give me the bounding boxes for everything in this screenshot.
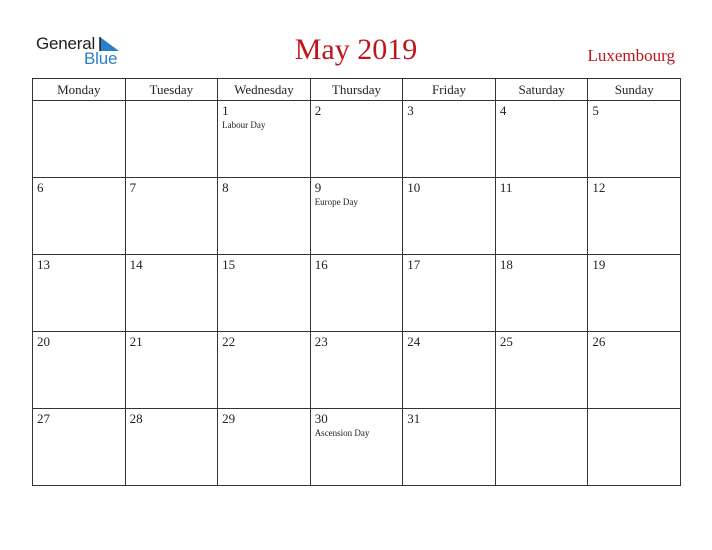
day-cell [403,101,496,178]
day-number: 18 [499,257,513,272]
day-cell [33,255,126,332]
holiday-label: Labour Day [222,120,266,130]
day-cell [588,332,681,409]
day-cell [310,255,403,332]
day-number: 29 [222,411,236,426]
day-number: 25 [499,334,513,349]
weekday-header: Monday [33,79,126,101]
day-cell [218,178,311,255]
day-number: 12 [592,180,606,195]
day-number: 5 [592,103,599,118]
day-number: 24 [407,334,421,349]
holiday-label: Europe Day [314,197,358,207]
country-label: Luxembourg [587,46,675,65]
day-number: 17 [407,257,421,272]
day-cell [33,178,126,255]
day-cell [403,409,496,486]
week-row [33,409,681,486]
logo-text-general: General [36,34,96,53]
logo-text-blue: Blue [84,49,118,68]
weekday-header: Friday [403,79,496,101]
day-number: 3 [407,103,414,118]
day-number: 16 [314,257,328,272]
day-cell [588,409,681,486]
day-cell [495,101,588,178]
day-cell [125,101,218,178]
day-cell [310,332,403,409]
day-number: 28 [129,411,143,426]
day-cell [495,255,588,332]
day-number: 20 [37,334,50,349]
day-cell [125,332,218,409]
day-number: 15 [222,257,236,272]
day-cell [310,101,403,178]
weekday-header-row [33,79,681,101]
day-cell [310,409,403,486]
day-cell [403,178,496,255]
day-cell [403,332,496,409]
weekday-header: Sunday [588,79,681,101]
day-number: 6 [37,180,44,195]
week-row [33,178,681,255]
weekday-header: Wednesday [218,79,311,101]
day-cell [495,178,588,255]
day-number: 7 [129,180,137,195]
day-cell [403,255,496,332]
day-cell [588,101,681,178]
day-cell [588,255,681,332]
day-number: 11 [499,180,513,195]
day-cell [33,332,126,409]
day-cell [218,332,311,409]
day-number: 26 [592,334,606,349]
day-number: 4 [499,103,507,118]
day-number: 27 [37,411,50,426]
week-row [33,332,681,409]
day-number: 9 [314,180,322,195]
day-number: 30 [314,411,328,426]
day-cell [33,409,126,486]
day-cell [310,178,403,255]
day-cell [218,409,311,486]
day-cell [33,101,126,178]
day-cell [495,332,588,409]
day-number: 14 [129,257,143,272]
weekday-header: Saturday [495,79,588,101]
page-title: May 2019 [294,33,418,66]
weekday-header: Thursday [310,79,403,101]
day-number: 31 [407,411,421,426]
day-cell [125,255,218,332]
day-number: 23 [314,334,328,349]
day-cell [125,178,218,255]
day-cell [218,101,311,178]
day-cell [588,178,681,255]
day-number: 10 [407,180,421,195]
holiday-label: Ascension Day [314,428,370,438]
weekday-header: Tuesday [125,79,218,101]
day-number: 19 [592,257,606,272]
day-cell [218,255,311,332]
week-row [33,255,681,332]
week-row [33,101,681,178]
day-cell [495,409,588,486]
calendar-grid [32,78,681,486]
day-number: 22 [222,334,236,349]
day-number: 1 [222,103,229,118]
day-number: 8 [222,180,229,195]
day-number: 2 [314,103,322,118]
day-number: 21 [129,334,143,349]
day-cell [125,409,218,486]
day-number: 13 [37,257,50,272]
